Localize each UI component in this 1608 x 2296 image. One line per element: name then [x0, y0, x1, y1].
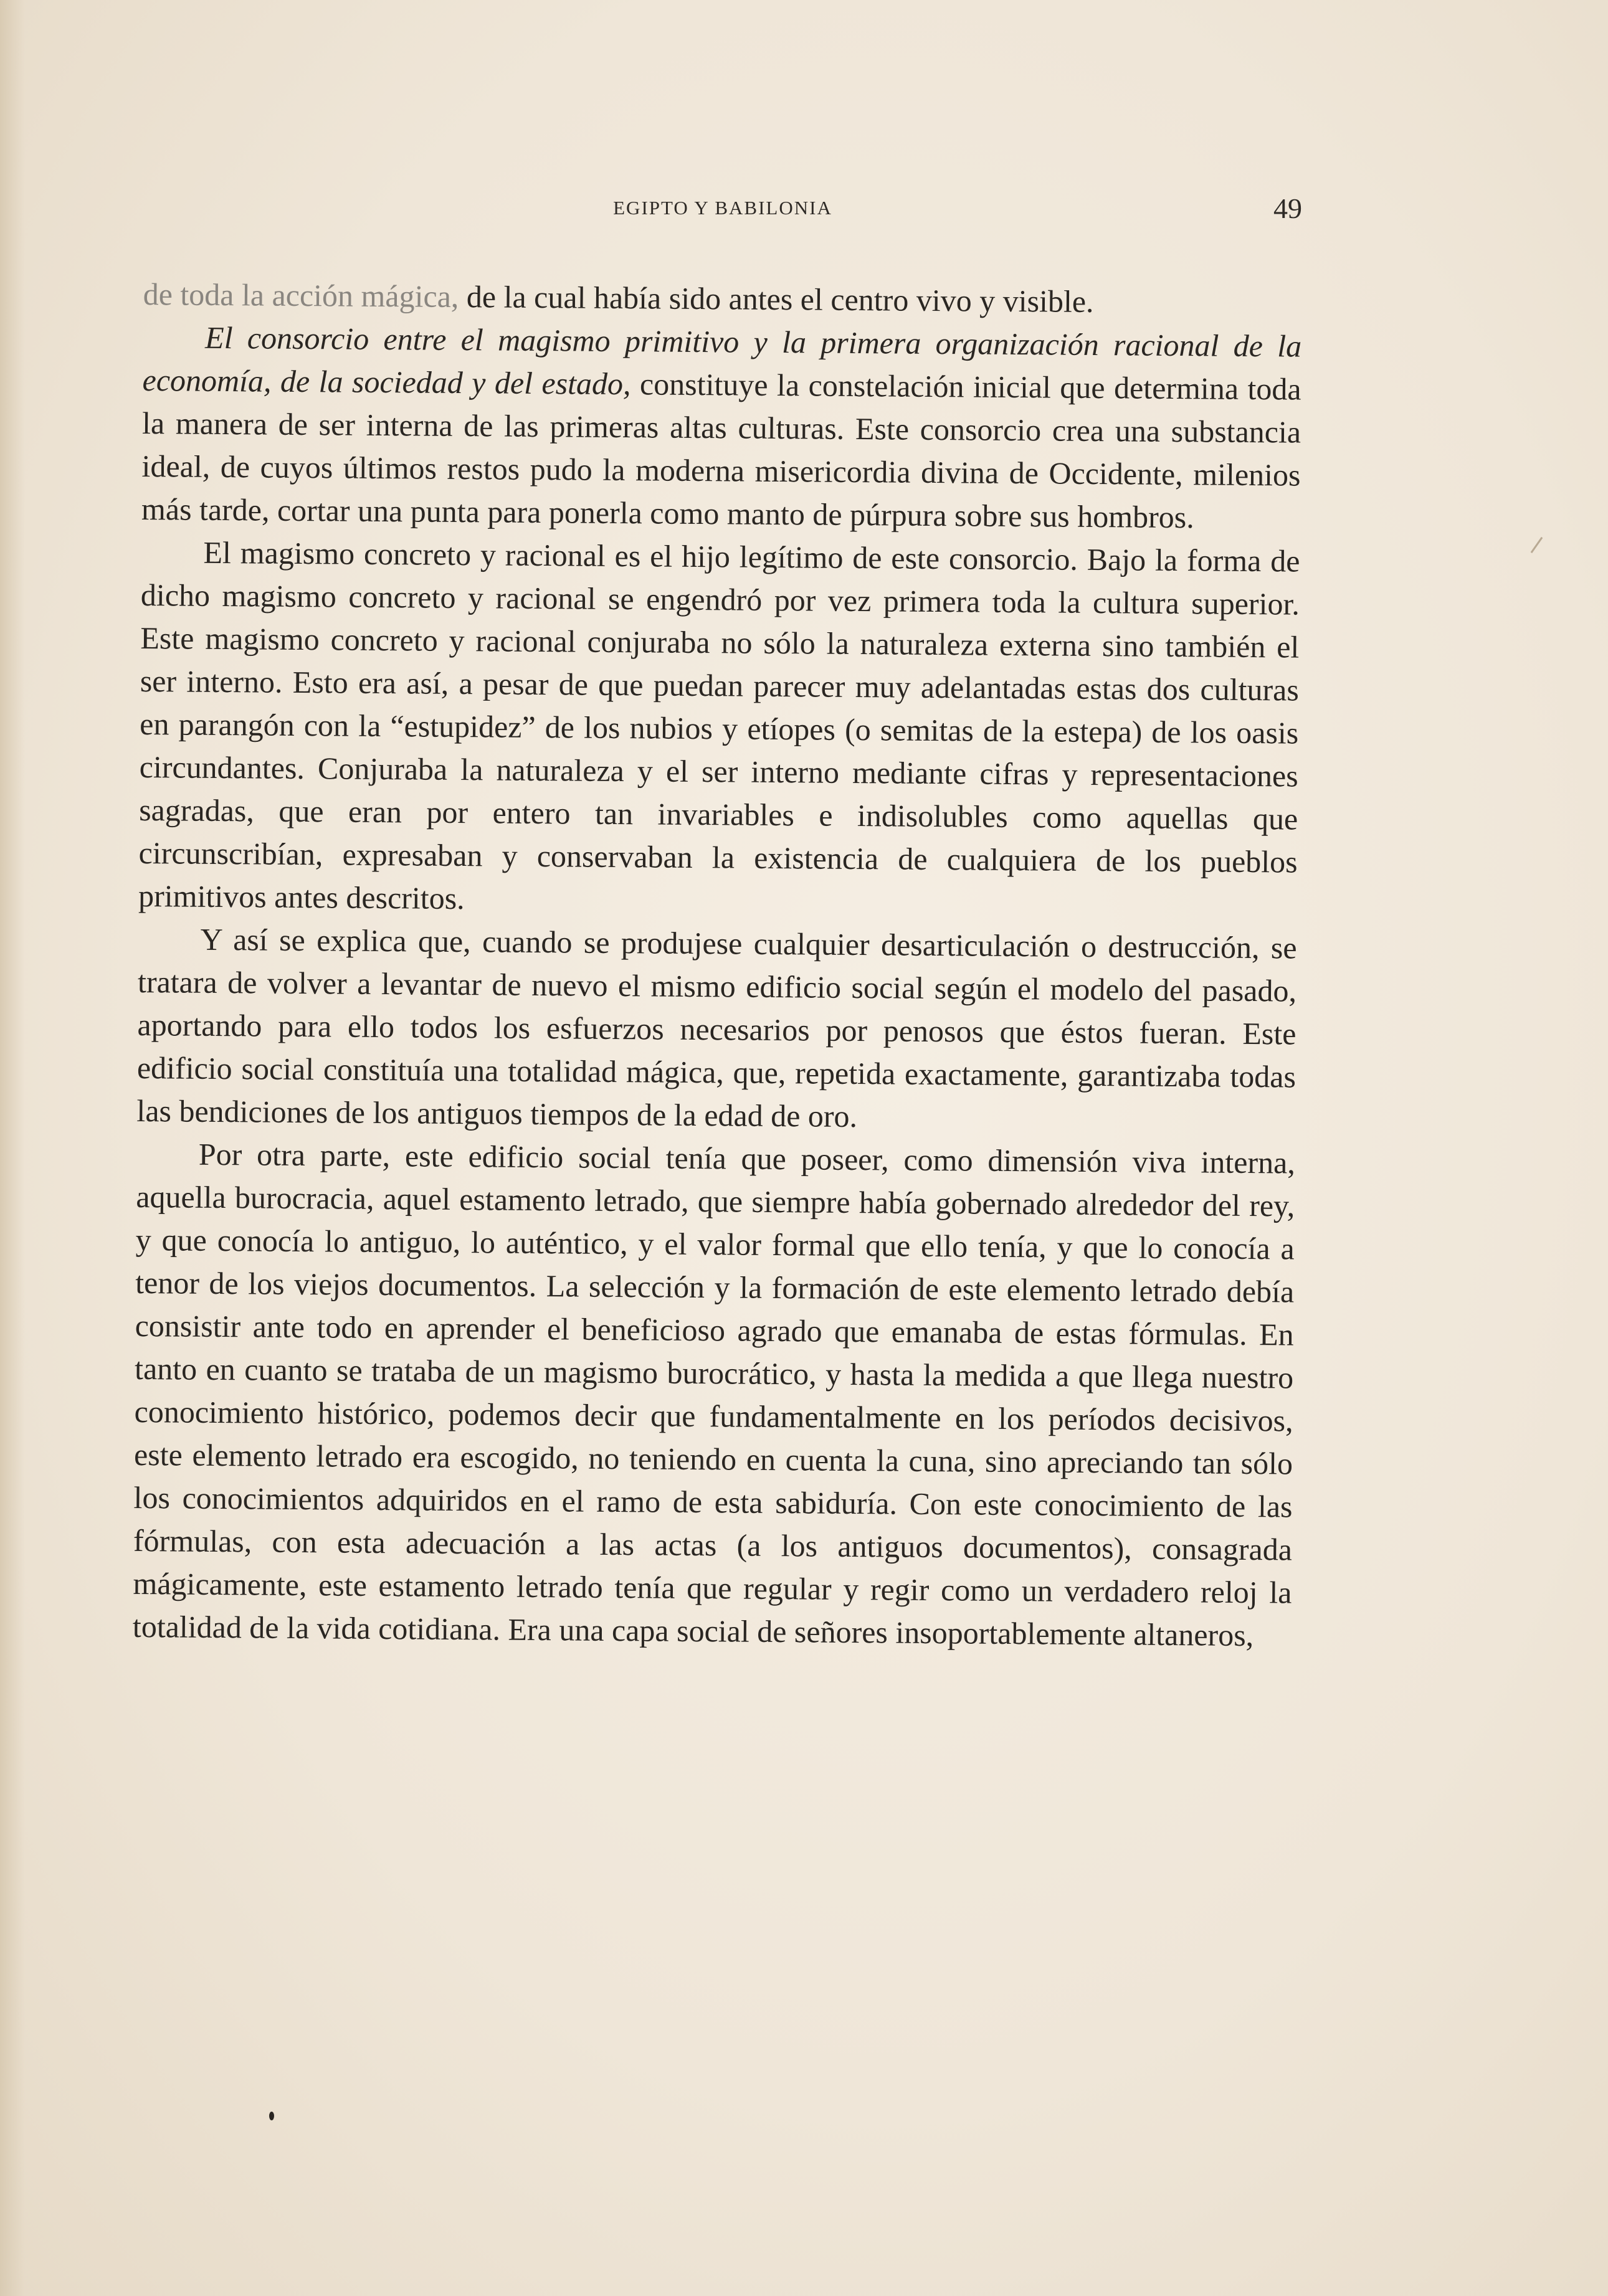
paragraph-1-segment-1: constituye la constelación inicial que determina toda la manera de ser interna de las primeras altas culturas. Este consorcio crea una substancia ideal, de cuyos últimos restos pudo la moderna misericordia divina de Occidente, milenios más tarde, cortar una punta para ponerla como manto de púrpura sobre sus hombros. — [141, 366, 1301, 535]
paragraph-0-segment-0: de toda la acción mágica, — [143, 276, 459, 314]
ink-speck — [269, 2112, 274, 2120]
body-text — [133, 273, 1302, 1658]
paragraph-1-segment-0: El consorcio entre el magismo primitivo y la primera organización racional de la economía, de la sociedad y del estado, — [142, 320, 1302, 402]
paragraph-2-segment-0: El magismo concreto y racional es el hijo legítimo de este consorcio. Bajo la forma de dicho magismo concreto y racional se engendró por vez primera toda la cultura superior. Este magismo concreto y racional conjuraba no sólo la naturaleza externa sino también el ser interno. Esto era así, a pesar de que puedan parecer muy adelantadas estas dos culturas en parangón con la “estupidez” de los nubios y etíopes (o semitas de la estepa) de los oasis circundantes. Conjuraba la naturaleza y el ser interno mediante cifras y representaciones sagradas, que eran por entero tan invariables e indisolubles como aquellas que circunscribían, expresaban y conservaban la existencia de cualquiera de los pueblos primitivos antes descritos. — [138, 534, 1300, 916]
paragraph-1 — [141, 316, 1302, 540]
paragraph-4-segment-0: Por otra parte, este edificio social tenía que poseer, como dimensión viva interna, aquella burocracia, aquel estamento letrado, que siempre había gobernado alrededor del rey, y que conocía lo antiguo, lo auténtico, y el valor formal que ello tenía, y que lo conocía a tenor de los viejos documentos. La selección y la formación de este elemento letrado debía consistir ante todo en aprender el beneficioso agrado que emanaba de estas fórmulas. En tanto en cuanto se trataba de un magismo burocrático, y hasta la medida a que llega nuestro conocimiento histórico, podemos decir que fundamentalmente en los períodos decisivos, este elemento letrado era escogido, no teniendo en cuenta la cuna, sino apreciando tan sólo los conocimientos adquiridos en el ramo de esta sabiduría. Con este conocimiento de las fórmulas, con esta adecuación a las actas (a los antiguos documentos), consagrada mágicamente, este estamento letrado tenía que regular y regir como un verdadero reloj la totalidad de la vida cotidiana. Era una capa social de señores insoportablemente altaneros, — [132, 1136, 1296, 1653]
page-header — [143, 187, 1302, 237]
paragraph-0-segment-1: de la cual había sido antes el centro vivo y visible. — [459, 278, 1094, 319]
pencil-mark — [1531, 537, 1543, 553]
paragraph-4 — [133, 1132, 1295, 1658]
paragraph-2 — [138, 531, 1300, 927]
running-head: EGIPTO Y BABILONIA — [613, 197, 832, 219]
paragraph-3-segment-0: Y así se explica que, cuando se produjese cualquier desarticulación o destrucción, se tratara de volver a levantar de nuevo el mismo edificio social según el modelo del pasado, aportando para ello todos los esfuerzos necesarios por penosos que éstos fueran. Este edificio social constituía una totalidad mágica, que, repetida exactamente, garantizaba todas las bendiciones de los antiguos tiempos de la edad de oro. — [136, 921, 1297, 1134]
paragraph-3 — [136, 918, 1297, 1142]
page-number: 49 — [1273, 192, 1302, 224]
